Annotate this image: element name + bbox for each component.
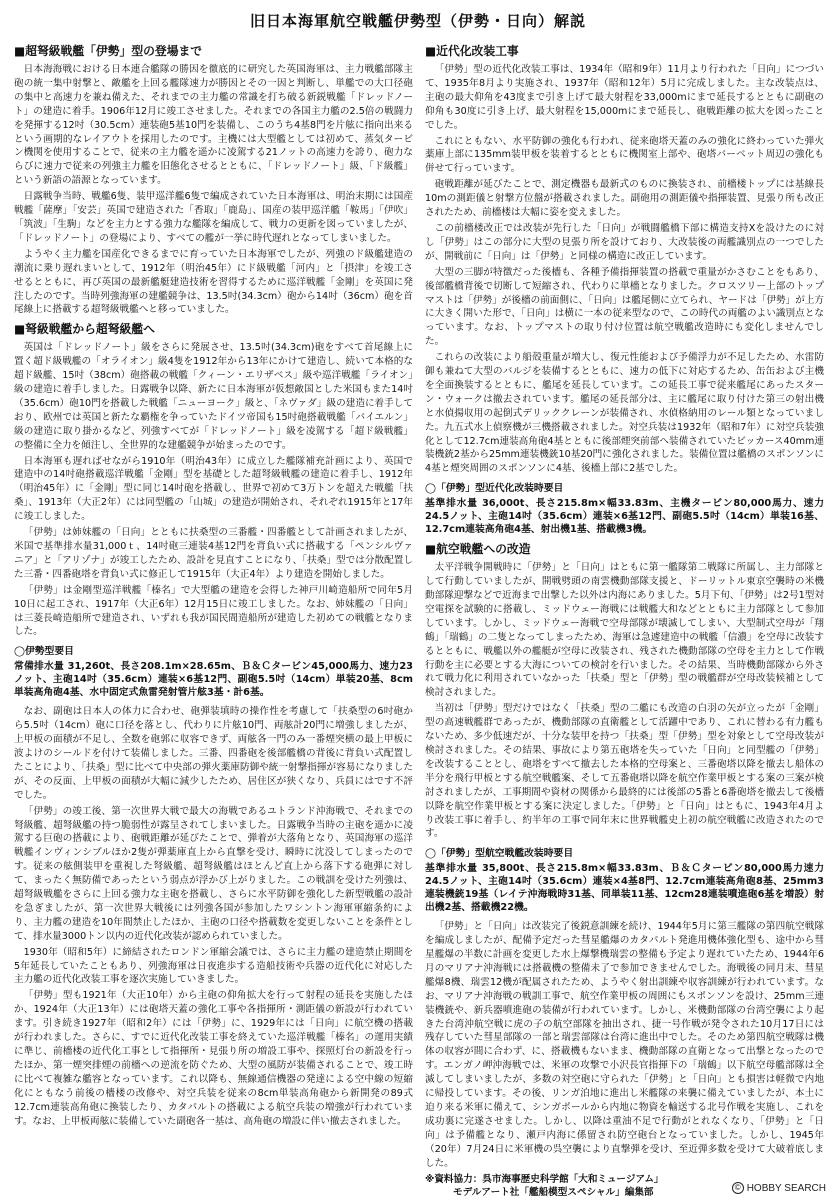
paragraph: 日露戦争当時、戦艦6隻、装甲巡洋艦6隻で編成されていた日本海軍は、明治末期には国産戦艦「薩摩」「安芸」英国で建造された「香取」「鹿島」、国産の装甲巡洋艦「鞍馬」「伊吹」「筑波」「生駒」などを主力とする強力な艦隊を編成して、戦力の更新を図っていましたが、「ドレッドノート」の登場により、すべての艦が一挙に時代遅れとなってしまいました。 xyxy=(14,191,413,244)
paragraph: 日本海海戦における日本連合艦隊の勝因を徹底的に研究した英国海軍は、主力戦艦部隊主砲の統一集中射撃と、敵艦を上回る艦隊速力が勝因とその一因と判断し、単艦での大口径砲の集中と高速力を兼ね備えた、それまでの主力艦の常識を打ち破る新鋭戦艦「ドレッドノート」の建造に着手。1906年12月に竣工させました。それまでの各国主力艦の2.5倍の戦闘力を発揮する12吋（30.5cm）連装砲5基10門を装備し、このうち4基8門を片舷に指向出来るという画期的なレイアウトを採用したのです。主機には大型艦としては初めて、蒸気タービン機関を使用することで、従来の主力艦を遥かに凌駕する21ノットの高速力を誇り、砲力ならびに速力で従来の列強主力艦を旧態化させるとともに、「ドレッドノート」級、「ド級艦」という新語の語源となっています。 xyxy=(14,64,413,187)
credit-line: モデルアート社「艦船模型スペシャル」編集部 xyxy=(453,1186,654,1198)
spec-heading: ◯伊勢型要目 xyxy=(14,646,74,658)
watermark-text: HOBBY SEARCH xyxy=(746,1182,826,1194)
paragraph: なお、副砲は日本人の体力に合わせ、砲弾装填時の操作性を考慮して「扶桑型の6吋砲から5.5吋（14cm）砲に口径を落とし、代わりに片舷10門、両舷計20門に増強しましたが、上甲板の面積が不足し、全数を砲郭に収容できず、両舷各一門のみ一番煙突横の最上甲板に波よけのシールドを付けて装備しました。三番、四番砲を後部艦橋の背後に背負い式配置したことにより、「扶桑」型に比べて中央部の弾火薬庫防御や統一射撃指揮が容易になりましたが、その反面、上甲板の面積が大幅に減少したため、居住区が狭くなり、兵員にはです不評でした。 xyxy=(14,706,413,801)
spec-text: 基準排水量 35,800t、長さ215.8m×幅33.83m、Ｂ＆Ｃタービン80,000馬力速力24.5ノット、主砲14吋（35.6cm）連装×4基8門、12.7cm連装高角砲8基、25mm3連装機銃19基（レイテ沖海戦時31基、同単装11基、12cm28連装噴進砲6基を増設）射出機2基、搭載機22機。 xyxy=(425,863,824,914)
credit-line: ※資料協力：呉市海事歴史科学館「大和ミュージアム」 xyxy=(425,1173,664,1185)
section-heading: ■弩級戦艦から超弩級艦へ xyxy=(14,322,155,337)
spec-heading: ◯「伊勢」型近代化改装時要目 xyxy=(425,483,564,495)
paragraph: 「伊勢」と「日向」は改装完了後鋭意訓練を続け、1944年5月に第三艦隊の第四航空戦隊を編成しましたが、配備予定だった彗星艦爆のカタパルト発進用機体強化型も、途中から彗星艦爆の半数に計画を変更した水上爆撃機瑞雲の整備も予定より遅れていたため、1944年6月のマリアナ沖海戦には搭載機の整備未了で参加できませんでした。海戦後の同月末、彗星艦爆8機、瑞雲12機が配属されたため、ようやく射出訓練や収容訓練が行われています。なお、マリアナ沖海戦の戦訓工事で、航空作業甲板の周囲にもスポンソンを設け、25mm三連装機銃や、新兵器噴進砲の装備が行われています。しかし、米機動部隊の台湾空襲により起きた台湾沖航空戦に虎の子の航空部隊を抽出され、捷一号作戦が発令された10月17日には残存していた彗星部隊の一部と瑞雲部隊は台湾に進出中でした。そのため第四航空戦隊は機体の収容が間に合わず、に、搭載機もないまま、機動部隊の直衛となって出撃となったのです。エンガノ岬沖海戦では、米軍の攻撃で小沢長官指揮下の「瑞鶴」以下航空母艦部隊は全滅してしまいましたが、多数の対空砲に守られた「伊勢」と「日向」とも損害は軽微で内地に帰投しています。その後、リンガ泊地に進出し米艦隊の来襲に備えていましたが、本土に迫り来る米軍に備えて、シンガポールから内地に物資を輸送する北号作戦を実施し、これを成功裏に完遂させました。しかし、以降は重油不足で行動がとれなくなり、「伊勢」と「日向」は予備艦となり、瀬戸内海に係留され防空砲台となっていました。しかし、1945年（20年）7月24日に米軍機の呉空襲により直撃弾を受け、至近弾多数を受けて大破着底しました。 xyxy=(425,921,824,1169)
spec-text: 常備排水量 31,260t、長さ208.1m×28.65m、Ｂ＆Ｃタービン45,000馬力、速力23ノット、主砲14吋（35.6cm）連装×6基12門、副砲5.5吋（14cm）単装20基、8cm単装高角砲4基、水中固定式魚雷発射管片舷3基・計6基。 xyxy=(14,661,413,699)
page-title: 旧日本海軍航空戦艦伊勢型（伊勢・日向）解説 xyxy=(249,12,586,30)
copyright-icon: © xyxy=(732,1182,744,1194)
columns xyxy=(12,39,824,1199)
paragraph: 「伊勢」型の近代化改装工事は、1934年（昭和9年）11月より行われた「日向」につづいて、1935年8月より実施され、1937年（昭和12年）5月に完成しました。主な改装点は、主砲の最大仰角を43度まで引き上げて最大射程を33,000mにまで延長するとともに副砲の仰角も30度に引き上げ、最大射程を15,000mにまで延長し、砲戦距離の拡大を図ったことでした。 xyxy=(425,64,824,131)
section-heading: ■航空戦艦への改造 xyxy=(425,542,531,557)
paragraph: この前檣楼改正では改装が先行した「日向」が戦闘艦橋下部に構造支持Xを設けたのに対し「伊勢」はこの部分に大型の見張り所を設けており、大改装後の両艦識別点の一つでしたが、開戦前に「日向」は「伊勢」と同様の構造に改正しています。 xyxy=(425,222,824,262)
paragraph: 太平洋戦争開戦時に「伊勢」と「日向」はともに第一艦隊第二戦隊に所属し、主力部隊として行動していましたが、開戦劈頭の南雲機動部隊支援と、ドーリットル東京空襲時の米機動部隊迎撃などで近海まで出撃した以外は内海にありました。5月下旬、「伊勢」は2号1型対空電探を試験的に搭載し、ミッドウェー海戦には戦艦大和などとともに主力部隊として参加しています。しかし、ミッドウェー海戦で空母部隊が壊滅してしまい、大型制式空母が「翔鶴」「瑞鶴」の二隻となってしまったため、海軍は急遽建造中の戦艦「信濃」を空母に改装するとともに、戦艦以外の艦艇が空母に改装され、残された機動部隊の空母を主力として作戦行動を主に必要とする大海についての検討を行いました。その結果、当時機動部隊から外されて戦力化に利用されていなかった「扶桑」型と「伊勢」型の戦艦群が空母改装候補として検討されました。 xyxy=(425,562,824,699)
left-column xyxy=(12,39,413,1199)
paragraph: 英国は「ドレッドノート」級をさらに発展させ、13.5吋(34.3cm)砲をすべて首尾線上に置く超ド級戦艦の「オライオン」級4隻を1912年から13年にかけて建造し、続いて本格的な超ド級艦、15吋（38cm）砲搭載の戦艦「クィーン・エリザベス」級や巡洋戦艦「ライオン」級の建造に着手しました。日露戦争以降、新たに日本海軍が仮想敵国とした米国もまた14吋（35.6cm）砲10門を搭載した戦艦「ニューヨーク」級と、「ネヴァダ」級の建造に着手しており、欧州では英国と新たな覇権を争っていたドイツ帝国も15吋砲搭載戦艦「バイエルン」級の建造に取り掛かるなど、列強すべてが「ドレッドノート」級を凌駕する「超ド級戦艦」の整備に全力を傾注し、全世界的な建艦競争が始まったのです。 xyxy=(14,342,413,451)
section-heading: ■超弩級戦艦「伊勢」型の登場まで xyxy=(14,44,203,58)
section-heading: ■近代化改装工事 xyxy=(425,44,519,58)
paragraph: これにともない、水平防御の強化も行われ、従来砲塔天蓋のみの強化に終わっていた弾火薬庫上部に135mm装甲板を装着するとともに機関室上部や、砲塔バーベット周辺の強化も併せて行っています。 xyxy=(425,135,824,175)
spec-text: 基準排水量 36,000t、長さ215.8m×幅33.83m、主機タービン80,000馬力、速力24.5ノット、主砲14吋（35.6cm）連装×6基12門、副砲5.5吋（14cm）単装16基、12.7cm連装高角砲4基、射出機1基、搭載機3機。 xyxy=(425,498,824,536)
paragraph: 「伊勢」は金剛型巡洋戦艦「榛名」で大型艦の建造を会得した神戸川崎造船所で同年5月10日に起工され、1917年（大正6年）12月15日に竣工しました。なお、姉妹艦の「日向」は三菱長崎造船所で建造され、いずれも我が国民間造船所が建造した初めての戦艦となりました。 xyxy=(14,584,413,638)
paragraph: これらの改装により船殻重量が増大し、復元性能および予備浮力が不足したため、水雷防御も兼ねて大型のバルジを装備するとともに、速力の低下に対応するため、缶缶および主機を全面換装するとともに、艦尾を延長しています。この延長工事で従来艦尾にあったスターン・ウォークは撤去されています。艦尾の延長部分は、主に艦尾に取り付けた第三の射出機と水偵揚収用の起倒式デリッククレーンが装備され、水偵格納用のレール類となっていました。九五式水上偵察機が三機搭載されました。対空兵装は1932年（昭和7年）に対空兵装強化として12.7cm連装高角砲4基とともに後部煙突前部へ装備されていたビッカース40mm連装機銃2基から25mm連装機銃10基20門に強化されました。装備位置は艦橋のスポンソンに4基と煙突周囲のスポンソンに4基、後檣上部に2基でした。 xyxy=(425,352,824,475)
right-column xyxy=(425,39,824,1199)
paragraph: ようやく主力艦を国産化できるまでに育っていた日本海軍でしたが、列強のド級艦建造の潮流に乗り遅れまいとして、1912年（明治45年）にド級戦艦「河内」と「摂津」を竣工させるとともに、再び英国の最新艦艇建造技術を習得するために巡洋戦艦「金剛」を英国に発注したのです。当時列強海軍の建艦競争は、13.5吋(34.3cm）砲から14吋（36cm）砲を首尾線上に搭載する超弩級戦艦へと移っていました。 xyxy=(14,248,413,316)
paragraph: 日本海軍も遅ればせながら1910年（明治43年）に成立した艦隊補充計画により、英国で建造中の14吋砲搭載巡洋戦艦「金剛」型を基礎とした超弩級戦艦の建造に着手し、1912年（明治45年）に「金剛」型に同じ14吋砲を搭載し、世界で初めて3万トンを超えた戦艦「扶桑」、1913年（大正2年）には同型艦の「山城」の建造が開始され、それぞれ1915年と17年に竣工しました。 xyxy=(14,455,413,523)
watermark xyxy=(732,1182,826,1194)
paragraph: 大型の三脚が特徴だった後檣も、各種予備指揮装置の搭載で重量がかさむことをもあり、後部艦橋背後で切断して短縮され、代わりに単檣となりました。クロスツリー上部のトップマストは「伊勢」が後檣の前面側に、「日向」は艦尾側に立てられ、ヤードは「伊勢」が上方に大きく開いた形で、「日向」は横に一本の従来型なので、この時代の両艦のよい識別点となっています。なお、トップマストの取り付け位置は航空戦艦改造時にも変化しませんでした。 xyxy=(425,266,824,348)
spec-heading: ◯「伊勢」型航空戦艦改装時要目 xyxy=(425,848,574,860)
paragraph: 「伊勢」型も1921年（大正10年）から主砲の仰角拡大を行って射程の延長を実施したほか、1924年（大正13年）には砲塔天蓋の強化工事や各指揮所・測距儀の新設が行われています。引き続き1927年（昭和2年）には「伊勢」に、1929年には「日向」に航空機の搭載が行われました。さらに、すでに近代化改装工事を終えていた巡洋戦艦「榛名」の運用実績に準じ、前檣楼の近代化工事として指揮所・見張り所の増設工事や、探照灯台の新設を行ったほか、第一煙突排煙の前檣への逆流を防ぐため、大型の風防が装備されることで、竣工時に比べて複雑な艦容となっています。これ以降も、無線通信機器の発達による空中線の短縮化にともなう前後の檣楼の改修や、対空兵装を従来の8cm単装高角砲から新開発の89式12.7cm連装高角砲に換装したり、カタパルトの搭載による航空兵装の増強が行われています。なお、上甲板両舷に装備していた副砲各一基は、高角砲の増設に伴い撤去されました。 xyxy=(14,990,413,1127)
paragraph: 「伊勢」は姉妹艦の「日向」とともに扶桑型の三番艦・四番艦として計画されましたが、米国で基準排水量31,000ｔ、14吋砲三連装4基12門を背負い式に搭載する「ペンシルヴァニア」と「アリゾナ」が竣工したため、設計を見直すことになり、「扶桑」型では分散配置した三番・四番砲塔を背負い式に修正して1915年（大正4年）より建造を開始しました。 xyxy=(14,527,413,580)
paragraph: 「伊勢」の竣工後、第一次世界大戦で最大の海戦であるユトランド沖海戦で、それまでの弩級艦、超弩級艦の持つ脆弱性が露呈されてしまいました。日露戦争当時の主砲を遥かに凌駕する巨砲の搭載により、砲戦距離が延びたことで、弾着が大落角となり、英国海軍の巡洋戦艦インヴィンシブルほか2隻が弾薬庫直上から直撃を受け、瞬時に沈没してしまったのです。従来の舷側装甲を重視した弩級艦、超弩級艦はほとんど直上から落下する砲弾に対して、まったく無防備であったという弱点が浮かび上がりました。この戦訓を受けた列強は、超弩級戦艦をさらに上回る強力な主砲を搭載し、さらに水平防御を強化した新型戦艦の設計を急ぎましたが、第一次世界大戦後には列強各国が参加したワシントン海軍軍縮条約により、主力艦の建造を10年間禁止したほか、主砲の口径や搭載数を変更しないことを条件として、排水量3000トン以内の近代化改装が認められていました。 xyxy=(14,805,413,942)
paragraph: 砲戦距離が延びたことで、測定機器も最新式のものに換装され、前檣楼トップには基線長10mの測距儀と射撃方位盤が搭載されました。副砲用の測距儀や指揮装置、見張り所も改正されたため、前檣楼は大幅に姿を変えました。 xyxy=(425,179,824,219)
paragraph: 当初は「伊勢」型だけではなく「扶桑」型の二艦にも改造の白羽の矢が立ったが「金剛」型の高速戦艦群であったが、機動部隊の直衛艦として活躍中であり、これに替わる有力艦もないため、多少低速だが、十分な装甲を持つ「扶桑」型「伊勢」型を対象として空母改装が検討されました。その結果、事故により第五砲塔を失っていた「日向」と同型艦の「伊勢」を改装することとし、砲塔をすべて撤去した本格的空母案と、三番砲塔以降を撤去し船体の半分を飛行甲板とする航空戦艦案、そして五番砲塔以降を航空作業甲板とする案の三案が検討されましたが、工事期間や資材の関係から最終的には後部の5番と6番砲塔を撤去して後檣以降を航空作業甲板とする案に決定しました。「伊勢」と「日向」はともに、1943年4月より改装工事に着手し、約半年の工事で同年末に世界戦艦史上初の航空戦艦に改造されたのです。 xyxy=(425,703,824,840)
paragraph: 1930年（昭和5年）に締結されたロンドン軍縮会議では、さらに主力艦の建造禁止期間を5年延長していたこともあり、列強海軍は日夜進歩する造船技術や兵器の近代化に対応した主力艦の近代化改装工事を逐次実施していきました。 xyxy=(14,946,413,986)
